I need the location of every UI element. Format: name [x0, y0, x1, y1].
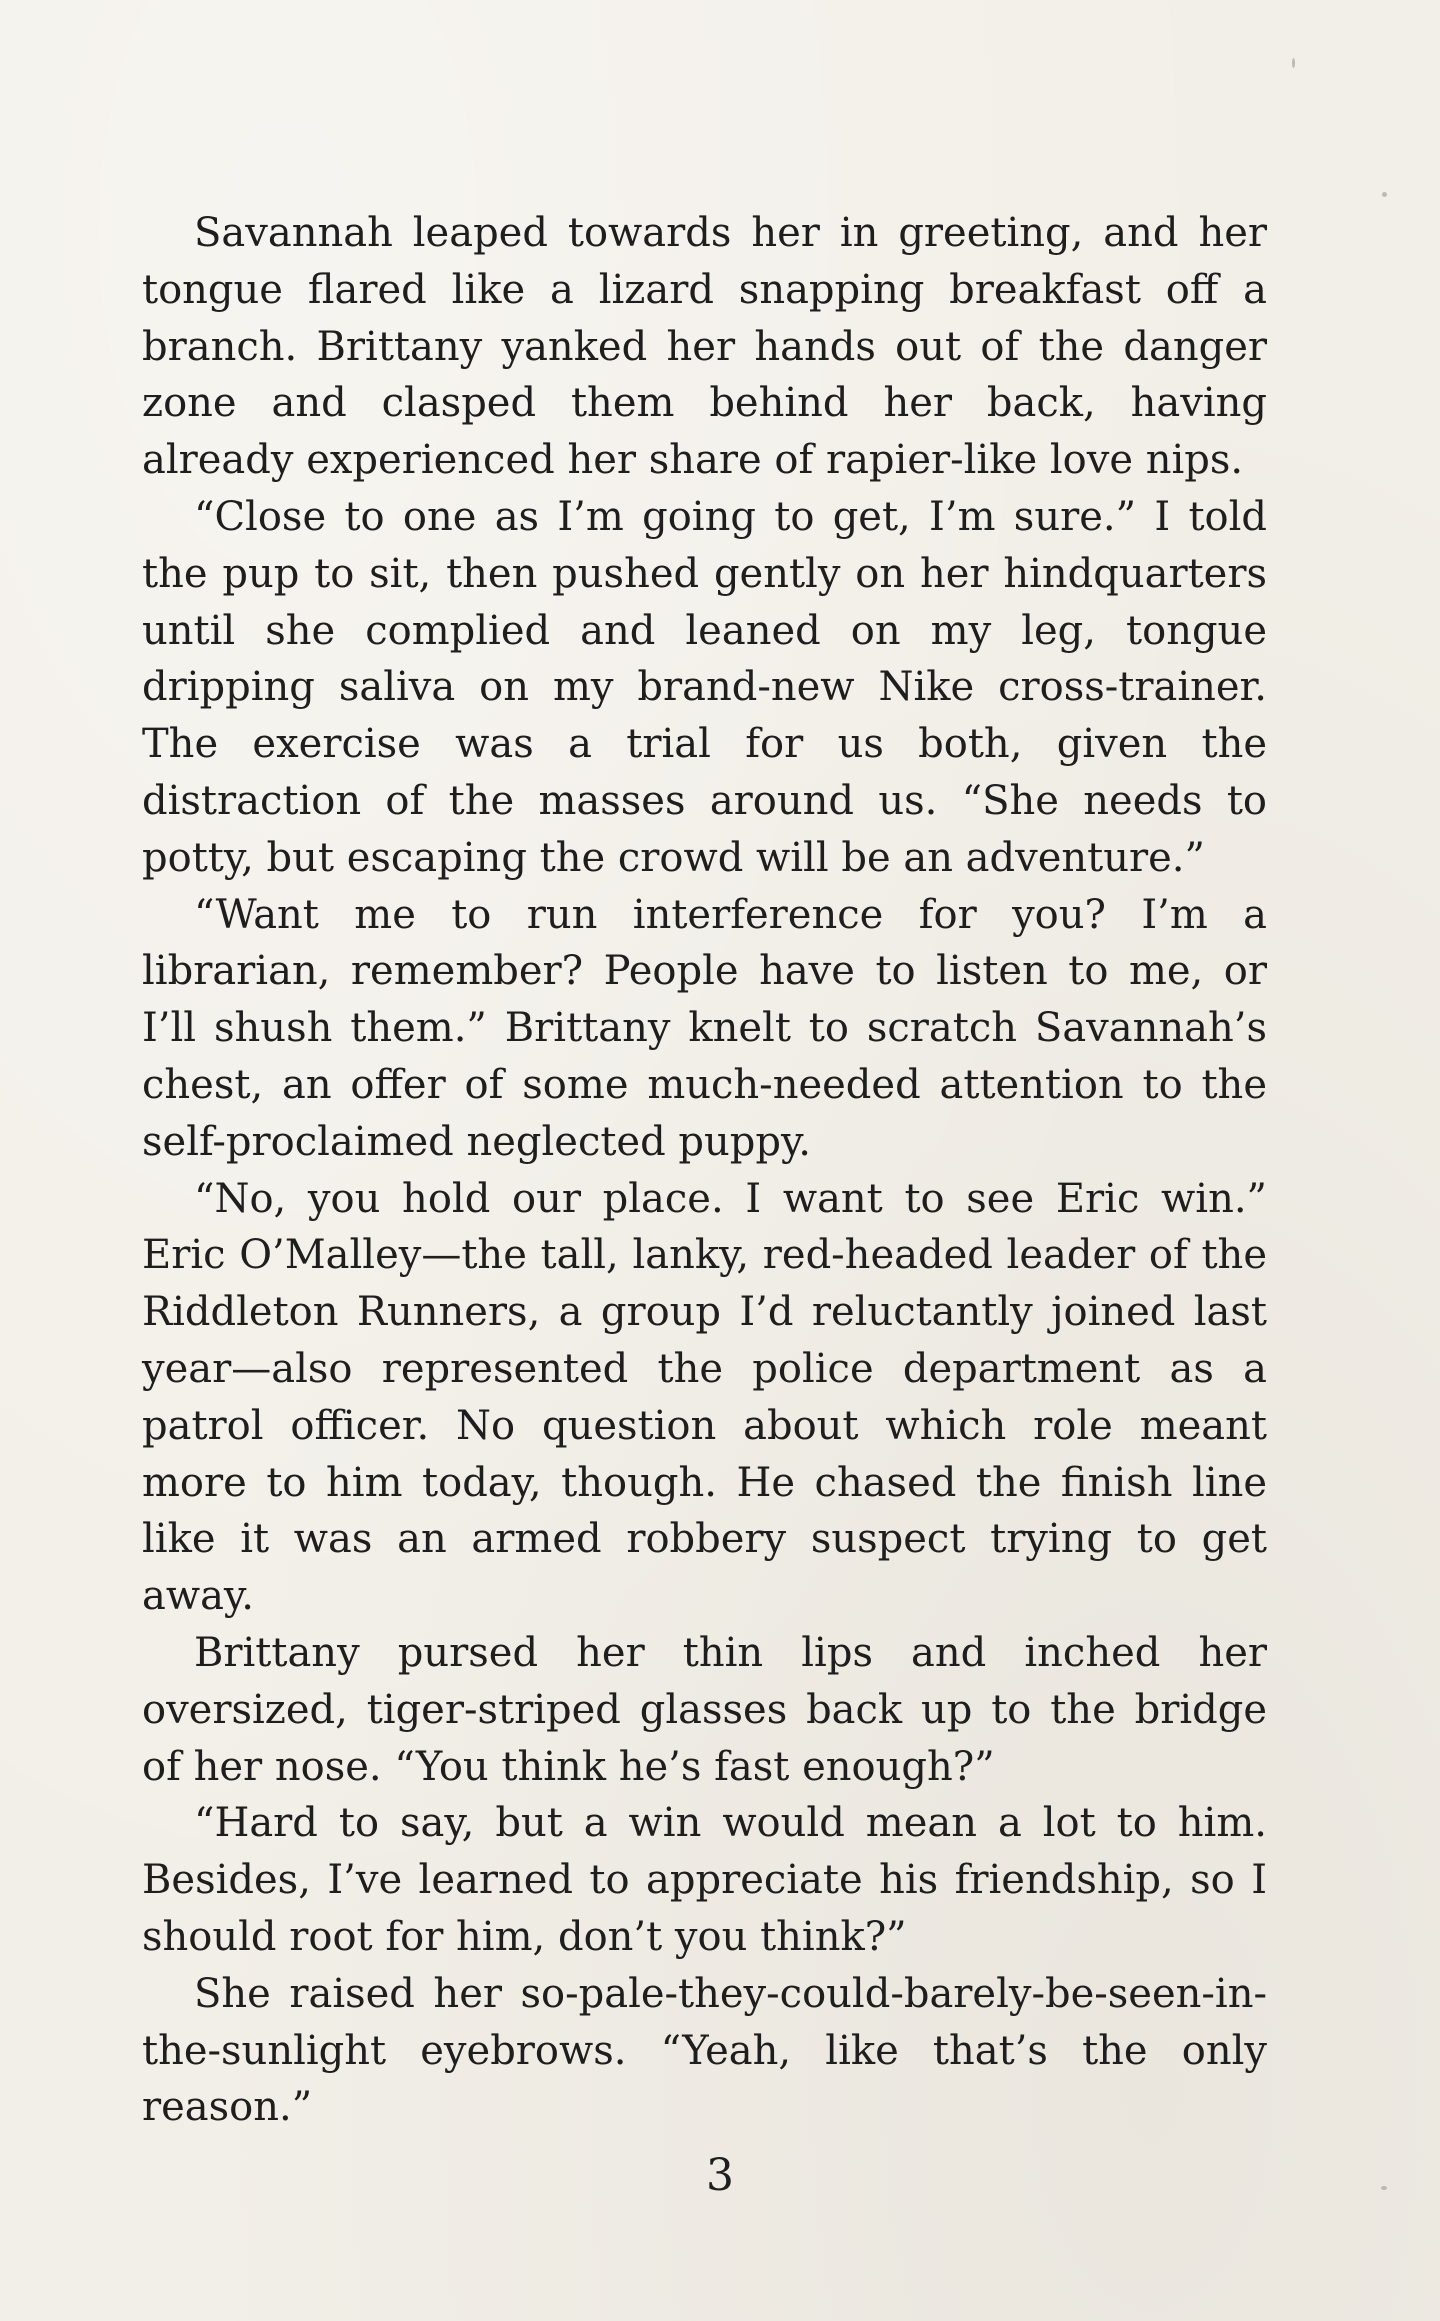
paragraph: “Want me to run interference for you? I’m a librarian, remember? People have to listen to me, or I’ll shush them.” Brittany knelt to scratch Savannah’s chest, an offer of some much-needed attention to the self-proclaimed neglected puppy. — [142, 891, 1267, 1165]
body-text — [142, 205, 1267, 2136]
paragraph: “Hard to say, but a win would mean a lot to him. Besides, I’ve learned to appreciate his friendship, so I should root for him, don’t you think?” — [142, 1800, 1267, 1960]
paragraph: Brittany pursed her thin lips and inched her oversized, tiger-striped glasses back up to the bridge of her nose. “You think he’s fast enough?” — [142, 1629, 1267, 1790]
paper-speck — [1292, 58, 1295, 68]
paragraph: Savannah leaped towards her in greeting, and her tongue flared like a lizard snapping breakfast off a branch. Brittany yanked her hands out of the danger zone and clasped them behind her back, having already experienced her share of rapier-like love nips. — [142, 210, 1267, 484]
page-number: 3 — [706, 2150, 734, 2201]
paragraph: “No, you hold our place. I want to see Eric win.” Eric O’Malley—the tall, lanky, red-headed leader of the Riddleton Runners, a group I’d reluctantly joined last year—also represented the police department as a patrol officer. No question about which role meant more to him today, though. He chased the finish line like it was an armed robbery suspect trying to get away. — [142, 1175, 1267, 1620]
paragraph: “Close to one as I’m going to get, I’m sure.” I told the pup to sit, then pushed gently on her hindquarters until she complied and leaned on my leg, tongue dripping saliva on my brand-new Nike cross-trainer. The exercise was a trial for us both, given the distraction of the masses around us. “She needs to potty, but escaping the crowd will be an adventure.” — [142, 493, 1267, 881]
paper-speck — [1382, 192, 1387, 197]
paragraph: She raised her so-pale-they-could-barely-be-seen-in-the-sunlight eyebrows. “Yeah, like that’s the only reason.” — [142, 1970, 1267, 2131]
